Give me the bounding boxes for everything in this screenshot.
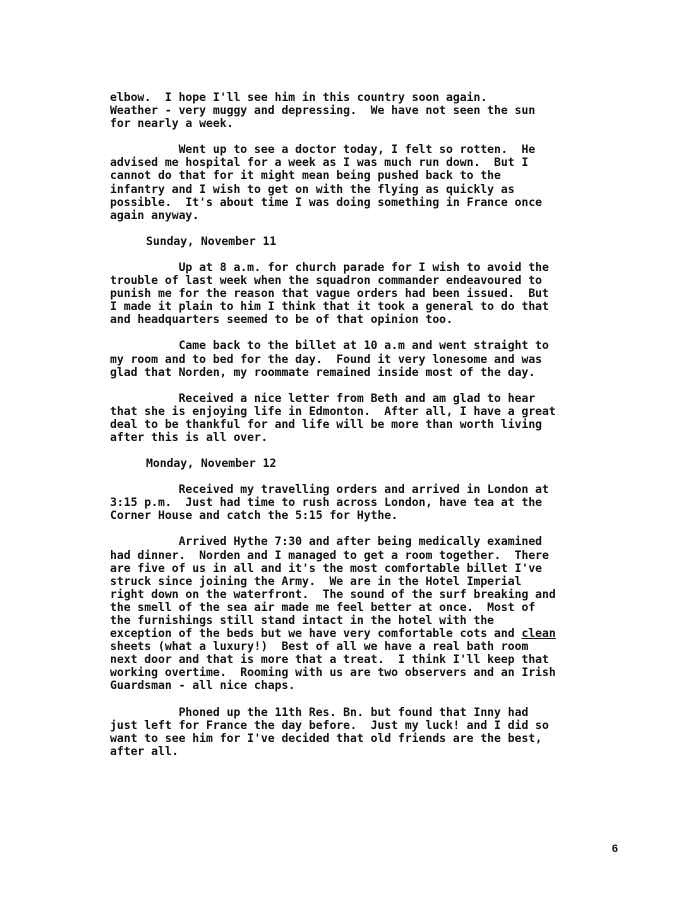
text-line: deal to be thankful for and life will be more than worth living [110,416,543,431]
text-line: next door and that is more that a treat. I think I'll keep that [110,652,549,667]
text-line: trouble of last week when the squadron commander endeavoured to [110,273,543,288]
text-line: the furnishings still stand intact in the hotel with the [110,613,495,627]
text-line: Guardsman - all nice chaps. [110,678,296,693]
text-line: glad that Norden, my roommate remained inside most of the day. [110,364,536,379]
text-line: for nearly a week. [110,116,234,131]
text-line: Phoned up the 11th Res. Bn. but found that Inny had [110,704,529,719]
text-line: Corner House and catch the 5:15 for Hythe. [110,508,399,523]
paragraph-phoned [110,706,610,758]
text-line: Up at 8 a.m. for church parade for I wish to avoid the [110,259,549,274]
text-line: I made it plain to him I think that it took a general to do that [110,299,549,314]
text-line: Went up to see a doctor today, I felt so rotten. He [110,142,536,157]
text-line-with-underline: exception of the beds but we have very comfortable cots and clean [110,626,556,641]
underlined-word: clean [521,626,556,641]
text-line: Arrived Hythe 7:30 and after being medically examined [110,534,543,549]
paragraph-letter [110,392,610,444]
paragraph-church-parade [110,261,610,326]
text-line: after all. [110,743,179,758]
text-line: advised me hospital for a week as I was much run down. But I [110,155,529,170]
text-line: sheets (what a luxury!) Best of all we have a real bath room [110,639,529,654]
text-line: Weather - very muggy and depressing. We have not seen the sun [110,103,536,118]
paragraph-travel-orders [110,483,610,522]
date-heading-nov-11: Sunday, November 11 [146,233,277,248]
text-line: right down on the waterfront. The sound of the surf breaking and [110,586,556,601]
text-line: elbow. I hope I'll see him in this country soon again. [110,90,488,104]
text-line: 3:15 p.m. Just had time to rush across London, have tea at the [110,495,543,510]
date-heading-nov-12: Monday, November 12 [146,456,277,471]
text-line: just left for France the day before. Just my luck! and I did so [110,717,549,732]
text-line: possible. It's about time I was doing something in France once [110,194,543,209]
text-line: my room and to bed for the day. Found it very lonesome and was [110,351,543,366]
text-line: Came back to the billet at 10 a.m and went straight to [110,338,549,353]
text-line: struck since joining the Army. We are in the Hotel Imperial [110,573,522,588]
text-line: that she is enjoying life in Edmonton. After all, I have a great [110,403,556,418]
text-line: cannot do that for it might mean being pushed back to the [110,168,501,183]
text-line: again anyway. [110,207,200,222]
diary-text [110,91,610,771]
page-number: 6 [611,843,618,855]
text-line: and headquarters seemed to be of that opinion too. [110,312,453,327]
text-line: punish me for the reason that vague orders had been issued. But [110,286,549,301]
text-line: the smell of the sea air made me feel better at once. Most of [110,599,536,614]
paragraph-billet [110,339,610,378]
paragraph-doctor [110,143,610,222]
text-line: Received my travelling orders and arrived in London at [110,482,549,497]
text-line: infantry and I wish to get on with the flying as quickly as [110,181,515,196]
paragraph-hythe [110,535,610,692]
text-line: want to see him for I've decided that old friends are the best, [110,730,543,745]
text-line: had dinner. Norden and I managed to get a room together. There [110,547,549,562]
text-line: working overtime. Rooming with us are two observers and an Irish [110,665,556,680]
paragraph-elbow [110,91,610,130]
text-line: after this is all over. [110,429,268,444]
text-line: Received a nice letter from Beth and am glad to hear [110,390,536,405]
text-line: are five of us in all and it's the most comfortable billet I've [110,560,543,575]
